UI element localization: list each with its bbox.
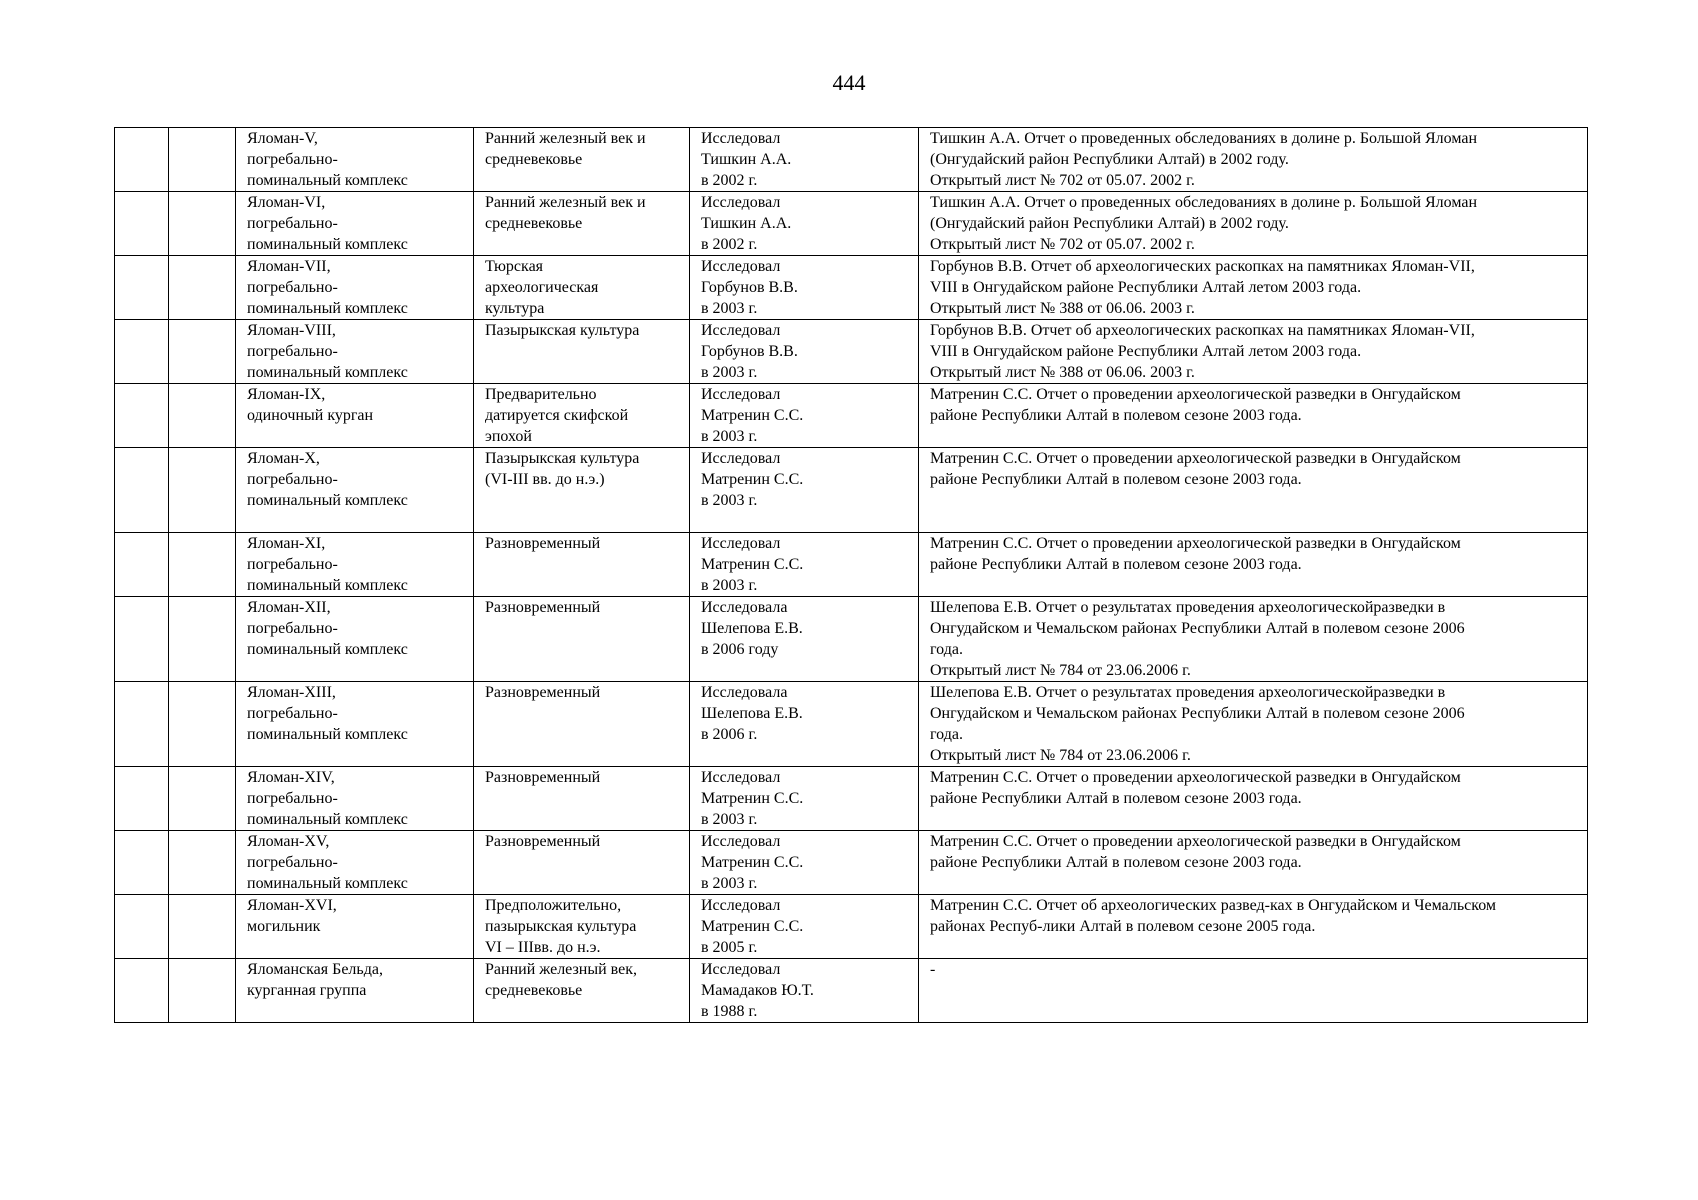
report-line: Матренин С.С. Отчет о проведении археологической разведки в Онгудайском [930, 769, 1461, 786]
table-row [115, 597, 1588, 682]
report-line: (Онгудайский район Республики Алтай) в 2002 году. [930, 151, 1289, 168]
researcher-line: Матренин С.С. [701, 407, 804, 424]
name-line: погребально- [247, 854, 338, 871]
period-cell [474, 533, 690, 597]
name-cell [236, 767, 474, 831]
number-cell [115, 597, 169, 682]
researcher-line: в 2003 г. [701, 428, 758, 445]
report-line: районе Республики Алтай в полевом сезоне 2003 года. [930, 471, 1302, 488]
report-cell [919, 384, 1588, 448]
researcher-cell [690, 128, 919, 192]
name-cell [236, 959, 474, 1023]
period-line: культура [485, 300, 545, 317]
name-line: Яломан-IX, [247, 386, 326, 403]
researcher-line: Исследовал [701, 897, 781, 914]
period-line: Пазырыкская культура [485, 450, 640, 467]
code-cell [169, 533, 236, 597]
period-line: Разновременный [485, 684, 601, 701]
name-cell [236, 448, 474, 533]
code-cell [169, 256, 236, 320]
period-cell [474, 128, 690, 192]
table-row [115, 959, 1588, 1023]
period-line: (VI-III вв. до н.э.) [485, 471, 605, 488]
period-line: средневековье [485, 215, 583, 232]
code-cell [169, 384, 236, 448]
researcher-line: в 2002 г. [701, 236, 758, 253]
period-cell [474, 448, 690, 533]
period-cell [474, 192, 690, 256]
researcher-line: Исследовал [701, 833, 781, 850]
code-cell [169, 448, 236, 533]
period-line: Разновременный [485, 833, 601, 850]
report-cell [919, 533, 1588, 597]
researcher-line: Исследовал [701, 769, 781, 786]
report-cell [919, 256, 1588, 320]
report-cell [919, 597, 1588, 682]
report-line: - [930, 961, 936, 978]
researcher-line: в 2003 г. [701, 811, 758, 828]
name-line: погребально- [247, 343, 338, 360]
table-row [115, 384, 1588, 448]
name-line: Яломан-VII, [247, 258, 331, 275]
name-line: поминальный комплекс [247, 236, 408, 253]
report-line: районе Республики Алтай в полевом сезоне 2003 года. [930, 556, 1302, 573]
researcher-line: Исследовала [701, 684, 788, 701]
number-cell [115, 533, 169, 597]
table-row [115, 128, 1588, 192]
name-line: курганная группа [247, 982, 367, 999]
period-cell [474, 597, 690, 682]
researcher-line: Исследовал [701, 961, 781, 978]
name-cell [236, 384, 474, 448]
period-cell [474, 256, 690, 320]
name-line: Яломан-XII, [247, 599, 331, 616]
researcher-line: Тишкин А.А. [701, 151, 792, 168]
report-line: Матренин С.С. Отчет о проведении археологической разведки в Онгудайском [930, 833, 1461, 850]
name-line: поминальный комплекс [247, 172, 408, 189]
period-cell [474, 959, 690, 1023]
number-cell [115, 959, 169, 1023]
researcher-line: Мамадаков Ю.Т. [701, 982, 814, 999]
period-line: Разновременный [485, 769, 601, 786]
name-line: Яломан-VIII, [247, 322, 336, 339]
researcher-line: Матренин С.С. [701, 556, 804, 573]
number-cell [115, 767, 169, 831]
researcher-cell [690, 384, 919, 448]
code-cell [169, 128, 236, 192]
report-line: Открытый лист № 784 от 23.06.2006 г. [930, 662, 1191, 679]
period-line: Пазырыкская культура [485, 322, 640, 339]
researcher-cell [690, 192, 919, 256]
report-line: Тишкин А.А. Отчет о проведенных обследованиях в долине р. Большой Яломан [930, 194, 1478, 211]
researcher-line: в 2003 г. [701, 364, 758, 381]
name-cell [236, 831, 474, 895]
researcher-cell [690, 597, 919, 682]
researcher-line: в 2003 г. [701, 300, 758, 317]
name-line: погребально- [247, 620, 338, 637]
period-cell [474, 895, 690, 959]
report-cell [919, 767, 1588, 831]
report-cell [919, 448, 1588, 533]
researcher-line: Матренин С.С. [701, 471, 804, 488]
researcher-line: Шелепова Е.В. [701, 705, 803, 722]
name-line: Яломан-V, [247, 130, 318, 147]
report-line: Матренин С.С. Отчет об археологических развед-ках в Онгудайском и Чемальском [930, 897, 1497, 914]
researcher-line: в 1988 г. [701, 1003, 758, 1020]
table-row [115, 682, 1588, 767]
researcher-cell [690, 682, 919, 767]
report-line: Открытый лист № 702 от 05.07. 2002 г. [930, 172, 1195, 189]
name-line: поминальный комплекс [247, 641, 408, 658]
table-body [115, 128, 1588, 1023]
researcher-line: Исследовал [701, 535, 781, 552]
period-line: эпохой [485, 428, 532, 445]
name-cell [236, 533, 474, 597]
researcher-line: в 2003 г. [701, 577, 758, 594]
report-cell [919, 895, 1588, 959]
report-line: VIII в Онгудайском районе Республики Алтай летом 2003 года. [930, 279, 1362, 296]
period-line: VI – IIIвв. до н.э. [485, 939, 601, 956]
report-line: районе Республики Алтай в полевом сезоне 2003 года. [930, 854, 1302, 871]
code-cell [169, 320, 236, 384]
name-line: поминальный комплекс [247, 726, 408, 743]
table-row [115, 831, 1588, 895]
researcher-line: Исследовал [701, 322, 781, 339]
researcher-line: в 2006 году [701, 641, 779, 658]
period-line: средневековье [485, 982, 583, 999]
name-cell [236, 682, 474, 767]
name-line: Яломан-XIII, [247, 684, 336, 701]
code-cell [169, 959, 236, 1023]
number-cell [115, 831, 169, 895]
number-cell [115, 895, 169, 959]
name-line: одиночный курган [247, 407, 374, 424]
researcher-cell [690, 256, 919, 320]
name-line: Яломанская Бельда, [247, 961, 383, 978]
report-cell [919, 682, 1588, 767]
name-line: погребально- [247, 151, 338, 168]
report-line: районе Республики Алтай в полевом сезоне 2003 года. [930, 407, 1302, 424]
period-cell [474, 384, 690, 448]
researcher-line: Матренин С.С. [701, 918, 804, 935]
report-line: года. [930, 641, 963, 658]
period-line: археологическая [485, 279, 599, 296]
researcher-line: Исследовал [701, 258, 781, 275]
number-cell [115, 682, 169, 767]
report-line: районах Респуб-лики Алтай в полевом сезоне 2005 года. [930, 918, 1316, 935]
name-line: Яломан-VI, [247, 194, 326, 211]
researcher-line: Тишкин А.А. [701, 215, 792, 232]
period-cell [474, 767, 690, 831]
researcher-line: Исследовал [701, 194, 781, 211]
table-row [115, 767, 1588, 831]
name-cell [236, 320, 474, 384]
name-line: погребально- [247, 556, 338, 573]
table-row [115, 256, 1588, 320]
period-line: Ранний железный век, [485, 961, 638, 978]
period-cell [474, 682, 690, 767]
number-cell [115, 128, 169, 192]
name-cell [236, 597, 474, 682]
report-line: Онгудайском и Чемальском районах Республики Алтай в полевом сезоне 2006 [930, 705, 1465, 722]
researcher-line: в 2002 г. [701, 172, 758, 189]
page-number: 444 [832, 70, 866, 95]
report-line: Тишкин А.А. Отчет о проведенных обследованиях в долине р. Большой Яломан [930, 130, 1478, 147]
name-line: могильник [247, 918, 321, 935]
code-cell [169, 192, 236, 256]
table-row [115, 448, 1588, 533]
report-line: Горбунов В.В. Отчет об археологических раскопках на памятниках Яломан-VII, [930, 258, 1475, 275]
period-cell [474, 831, 690, 895]
period-line: датируется скифской [485, 407, 629, 424]
period-line: Предположительно, [485, 897, 622, 914]
report-line: Шелепова Е.В. Отчет о результатах проведения археологическойразведки в [930, 684, 1446, 701]
number-cell [115, 384, 169, 448]
name-line: поминальный комплекс [247, 300, 408, 317]
table-row [115, 533, 1588, 597]
researcher-line: Исследовал [701, 450, 781, 467]
researcher-line: Матренин С.С. [701, 790, 804, 807]
period-line: Ранний железный век и [485, 130, 646, 147]
name-line: погребально- [247, 215, 338, 232]
monuments-table [114, 127, 1588, 1023]
researcher-line: в 2003 г. [701, 492, 758, 509]
number-cell [115, 448, 169, 533]
report-line: Онгудайском и Чемальском районах Республики Алтай в полевом сезоне 2006 [930, 620, 1465, 637]
name-line: погребально- [247, 790, 338, 807]
researcher-line: Горбунов В.В. [701, 343, 798, 360]
name-line: Яломан-XV, [247, 833, 330, 850]
table-row [115, 320, 1588, 384]
period-line: Разновременный [485, 599, 601, 616]
report-line: Матренин С.С. Отчет о проведении археологической разведки в Онгудайском [930, 450, 1461, 467]
report-line: Открытый лист № 702 от 05.07. 2002 г. [930, 236, 1195, 253]
number-cell [115, 192, 169, 256]
report-line: Открытый лист № 388 от 06.06. 2003 г. [930, 364, 1195, 381]
researcher-cell [690, 320, 919, 384]
name-cell [236, 256, 474, 320]
name-line: Яломан-XIV, [247, 769, 335, 786]
report-line: года. [930, 726, 963, 743]
period-line: Предварительно [485, 386, 597, 403]
name-line: погребально- [247, 471, 338, 488]
report-cell [919, 959, 1588, 1023]
researcher-line: Шелепова Е.В. [701, 620, 803, 637]
researcher-cell [690, 448, 919, 533]
report-line: Открытый лист № 784 от 23.06.2006 г. [930, 747, 1191, 764]
report-line: Матренин С.С. Отчет о проведении археологической разведки в Онгудайском [930, 535, 1461, 552]
report-line: Матренин С.С. Отчет о проведении археологической разведки в Онгудайском [930, 386, 1461, 403]
period-line: Разновременный [485, 535, 601, 552]
period-cell [474, 320, 690, 384]
name-line: Яломан-XI, [247, 535, 326, 552]
report-line: Горбунов В.В. Отчет об археологических раскопках на памятниках Яломан-VII, [930, 322, 1475, 339]
researcher-line: Горбунов В.В. [701, 279, 798, 296]
report-line: Шелепова Е.В. Отчет о результатах проведения археологическойразведки в [930, 599, 1446, 616]
code-cell [169, 831, 236, 895]
report-line: районе Республики Алтай в полевом сезоне 2003 года. [930, 790, 1302, 807]
report-cell [919, 128, 1588, 192]
table-row [115, 895, 1588, 959]
period-line: Тюрская [485, 258, 544, 275]
report-line: Открытый лист № 388 от 06.06. 2003 г. [930, 300, 1195, 317]
researcher-line: в 2003 г. [701, 875, 758, 892]
report-line: VIII в Онгудайском районе Республики Алтай летом 2003 года. [930, 343, 1362, 360]
period-line: пазырыкская культура [485, 918, 637, 935]
researcher-cell [690, 533, 919, 597]
name-cell [236, 192, 474, 256]
name-line: поминальный комплекс [247, 364, 408, 381]
researcher-cell [690, 831, 919, 895]
name-line: поминальный комплекс [247, 492, 408, 509]
code-cell [169, 682, 236, 767]
code-cell [169, 597, 236, 682]
researcher-line: в 2006 г. [701, 726, 758, 743]
code-cell [169, 895, 236, 959]
researcher-line: Исследовал [701, 386, 781, 403]
number-cell [115, 320, 169, 384]
researcher-cell [690, 959, 919, 1023]
name-cell [236, 128, 474, 192]
period-line: Ранний железный век и [485, 194, 646, 211]
name-line: поминальный комплекс [247, 811, 408, 828]
number-cell [115, 256, 169, 320]
researcher-cell [690, 895, 919, 959]
researcher-line: Матренин С.С. [701, 854, 804, 871]
researcher-cell [690, 767, 919, 831]
name-line: погребально- [247, 705, 338, 722]
table-row [115, 192, 1588, 256]
name-cell [236, 895, 474, 959]
report-cell [919, 320, 1588, 384]
report-line: (Онгудайский район Республики Алтай) в 2002 году. [930, 215, 1289, 232]
report-cell [919, 192, 1588, 256]
report-cell [919, 831, 1588, 895]
name-line: Яломан-X, [247, 450, 320, 467]
name-line: поминальный комплекс [247, 577, 408, 594]
name-line: Яломан-XVI, [247, 897, 337, 914]
code-cell [169, 767, 236, 831]
period-line: средневековье [485, 151, 583, 168]
researcher-line: в 2005 г. [701, 939, 758, 956]
name-line: поминальный комплекс [247, 875, 408, 892]
researcher-line: Исследовала [701, 599, 788, 616]
name-line: погребально- [247, 279, 338, 296]
researcher-line: Исследовал [701, 130, 781, 147]
